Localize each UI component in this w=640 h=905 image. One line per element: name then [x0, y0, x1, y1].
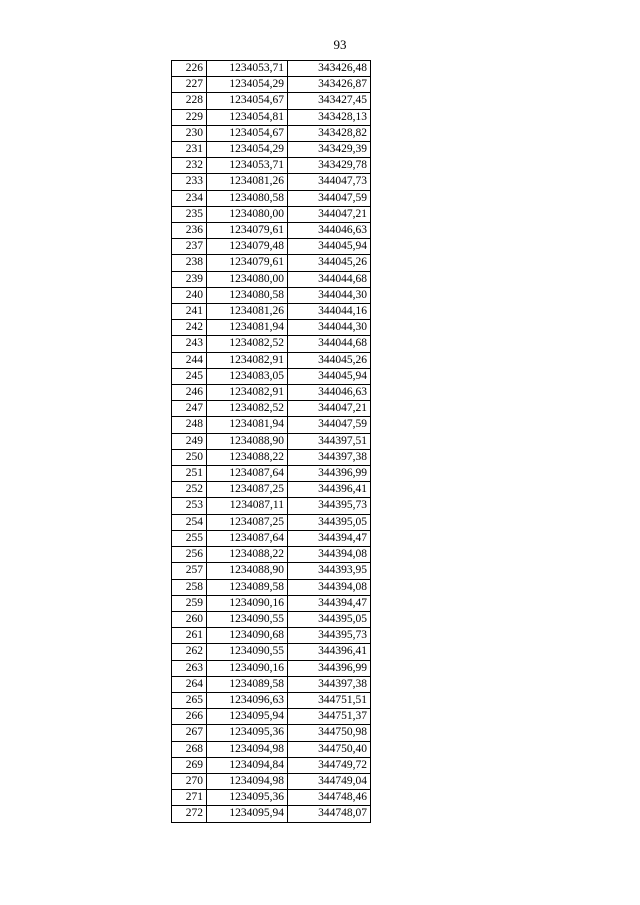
point-number-cell: 243: [172, 336, 207, 352]
y-coordinate-cell: 344045,94: [288, 239, 371, 255]
table-row: [172, 725, 371, 741]
point-number-cell: 226: [172, 61, 207, 77]
y-coordinate-cell: 344397,38: [288, 676, 371, 692]
point-number-cell: 262: [172, 644, 207, 660]
y-coordinate-cell: 343428,13: [288, 109, 371, 125]
x-coordinate-cell: 1234054,81: [207, 109, 288, 125]
y-coordinate-cell: 344047,21: [288, 401, 371, 417]
point-number-cell: 249: [172, 433, 207, 449]
y-coordinate-cell: 344394,47: [288, 530, 371, 546]
x-coordinate-cell: 1234082,52: [207, 401, 288, 417]
x-coordinate-cell: 1234089,58: [207, 676, 288, 692]
y-coordinate-cell: 344396,99: [288, 660, 371, 676]
x-coordinate-cell: 1234054,67: [207, 125, 288, 141]
y-coordinate-cell: 344394,08: [288, 579, 371, 595]
x-coordinate-cell: 1234079,61: [207, 223, 288, 239]
table-row: [172, 773, 371, 789]
point-number-cell: 251: [172, 466, 207, 482]
x-coordinate-cell: 1234090,55: [207, 644, 288, 660]
table-row: [172, 757, 371, 773]
point-number-cell: 267: [172, 725, 207, 741]
table-row: [172, 611, 371, 627]
x-coordinate-cell: 1234054,29: [207, 142, 288, 158]
point-number-cell: 246: [172, 385, 207, 401]
table-row: [172, 109, 371, 125]
point-number-cell: 261: [172, 628, 207, 644]
y-coordinate-cell: 344749,04: [288, 773, 371, 789]
x-coordinate-cell: 1234054,29: [207, 77, 288, 93]
point-number-cell: 239: [172, 271, 207, 287]
x-coordinate-cell: 1234053,71: [207, 61, 288, 77]
table-row: [172, 466, 371, 482]
point-number-cell: 228: [172, 93, 207, 109]
point-number-cell: 247: [172, 401, 207, 417]
y-coordinate-cell: 344046,63: [288, 385, 371, 401]
point-number-cell: 270: [172, 773, 207, 789]
point-number-cell: 268: [172, 741, 207, 757]
point-number-cell: 234: [172, 190, 207, 206]
table-row: [172, 93, 371, 109]
x-coordinate-cell: 1234088,22: [207, 449, 288, 465]
x-coordinate-cell: 1234087,64: [207, 530, 288, 546]
y-coordinate-cell: 343428,82: [288, 125, 371, 141]
table-row: [172, 142, 371, 158]
x-coordinate-cell: 1234095,36: [207, 725, 288, 741]
point-number-cell: 271: [172, 790, 207, 806]
table-row: [172, 514, 371, 530]
x-coordinate-cell: 1234081,94: [207, 417, 288, 433]
point-number-cell: 253: [172, 498, 207, 514]
x-coordinate-cell: 1234082,91: [207, 352, 288, 368]
x-coordinate-cell: 1234088,90: [207, 433, 288, 449]
y-coordinate-cell: 344044,68: [288, 271, 371, 287]
y-coordinate-cell: 344750,98: [288, 725, 371, 741]
x-coordinate-cell: 1234094,84: [207, 757, 288, 773]
point-number-cell: 265: [172, 692, 207, 708]
point-number-cell: 264: [172, 676, 207, 692]
y-coordinate-cell: 343427,45: [288, 93, 371, 109]
table-row: [172, 271, 371, 287]
x-coordinate-cell: 1234079,61: [207, 255, 288, 271]
table-row: [172, 579, 371, 595]
table-row: [172, 644, 371, 660]
point-number-cell: 263: [172, 660, 207, 676]
y-coordinate-cell: 344394,47: [288, 595, 371, 611]
table-row: [172, 563, 371, 579]
y-coordinate-cell: 344395,73: [288, 498, 371, 514]
point-number-cell: 272: [172, 806, 207, 822]
x-coordinate-cell: 1234054,67: [207, 93, 288, 109]
y-coordinate-cell: 344046,63: [288, 223, 371, 239]
y-coordinate-cell: 344396,41: [288, 644, 371, 660]
x-coordinate-cell: 1234088,22: [207, 547, 288, 563]
table-row: [172, 385, 371, 401]
coordinates-table-body: [172, 61, 371, 823]
x-coordinate-cell: 1234087,25: [207, 482, 288, 498]
table-row: [172, 223, 371, 239]
x-coordinate-cell: 1234080,58: [207, 287, 288, 303]
table-row: [172, 239, 371, 255]
x-coordinate-cell: 1234080,58: [207, 190, 288, 206]
y-coordinate-cell: 344748,46: [288, 790, 371, 806]
y-coordinate-cell: 344045,94: [288, 368, 371, 384]
point-number-cell: 230: [172, 125, 207, 141]
y-coordinate-cell: 344396,99: [288, 466, 371, 482]
table-row: [172, 676, 371, 692]
y-coordinate-cell: 344047,59: [288, 417, 371, 433]
point-number-cell: 237: [172, 239, 207, 255]
y-coordinate-cell: 344045,26: [288, 352, 371, 368]
table-row: [172, 401, 371, 417]
page-number: 93: [333, 37, 347, 52]
x-coordinate-cell: 1234090,16: [207, 595, 288, 611]
table-row: [172, 336, 371, 352]
x-coordinate-cell: 1234089,58: [207, 579, 288, 595]
x-coordinate-cell: 1234081,26: [207, 304, 288, 320]
table-row: [172, 77, 371, 93]
x-coordinate-cell: 1234080,00: [207, 206, 288, 222]
x-coordinate-cell: 1234081,26: [207, 174, 288, 190]
x-coordinate-cell: 1234053,71: [207, 158, 288, 174]
x-coordinate-cell: 1234083,05: [207, 368, 288, 384]
y-coordinate-cell: 344393,95: [288, 563, 371, 579]
table-row: [172, 320, 371, 336]
point-number-cell: 260: [172, 611, 207, 627]
y-coordinate-cell: 344044,30: [288, 320, 371, 336]
table-row: [172, 206, 371, 222]
point-number-cell: 250: [172, 449, 207, 465]
point-number-cell: 229: [172, 109, 207, 125]
y-coordinate-cell: 343429,78: [288, 158, 371, 174]
y-coordinate-cell: 344750,40: [288, 741, 371, 757]
table-row: [172, 449, 371, 465]
table-row: [172, 158, 371, 174]
coordinates-table: [171, 60, 371, 823]
y-coordinate-cell: 344394,08: [288, 547, 371, 563]
point-number-cell: 231: [172, 142, 207, 158]
point-number-cell: 257: [172, 563, 207, 579]
table-row: [172, 692, 371, 708]
table-row: [172, 352, 371, 368]
x-coordinate-cell: 1234088,90: [207, 563, 288, 579]
x-coordinate-cell: 1234094,98: [207, 773, 288, 789]
y-coordinate-cell: 344396,41: [288, 482, 371, 498]
y-coordinate-cell: 343426,48: [288, 61, 371, 77]
point-number-cell: 240: [172, 287, 207, 303]
point-number-cell: 245: [172, 368, 207, 384]
x-coordinate-cell: 1234090,55: [207, 611, 288, 627]
table-row: [172, 125, 371, 141]
x-coordinate-cell: 1234096,63: [207, 692, 288, 708]
table-row: [172, 417, 371, 433]
point-number-cell: 233: [172, 174, 207, 190]
table-row: [172, 304, 371, 320]
x-coordinate-cell: 1234095,94: [207, 709, 288, 725]
y-coordinate-cell: 344044,30: [288, 287, 371, 303]
point-number-cell: 269: [172, 757, 207, 773]
table-row: [172, 530, 371, 546]
x-coordinate-cell: 1234095,36: [207, 790, 288, 806]
y-coordinate-cell: 344751,51: [288, 692, 371, 708]
point-number-cell: 259: [172, 595, 207, 611]
y-coordinate-cell: 343429,39: [288, 142, 371, 158]
y-coordinate-cell: 344397,38: [288, 449, 371, 465]
point-number-cell: 248: [172, 417, 207, 433]
x-coordinate-cell: 1234087,25: [207, 514, 288, 530]
table-row: [172, 709, 371, 725]
point-number-cell: 235: [172, 206, 207, 222]
point-number-cell: 227: [172, 77, 207, 93]
table-row: [172, 255, 371, 271]
table-row: [172, 790, 371, 806]
table-row: [172, 741, 371, 757]
point-number-cell: 232: [172, 158, 207, 174]
point-number-cell: 242: [172, 320, 207, 336]
x-coordinate-cell: 1234095,94: [207, 806, 288, 822]
table-row: [172, 174, 371, 190]
point-number-cell: 252: [172, 482, 207, 498]
y-coordinate-cell: 344397,51: [288, 433, 371, 449]
y-coordinate-cell: 344395,05: [288, 514, 371, 530]
x-coordinate-cell: 1234082,52: [207, 336, 288, 352]
y-coordinate-cell: 344395,73: [288, 628, 371, 644]
point-number-cell: 241: [172, 304, 207, 320]
x-coordinate-cell: 1234090,16: [207, 660, 288, 676]
point-number-cell: 255: [172, 530, 207, 546]
table-row: [172, 595, 371, 611]
table-row: [172, 368, 371, 384]
y-coordinate-cell: 344044,16: [288, 304, 371, 320]
y-coordinate-cell: 344045,26: [288, 255, 371, 271]
y-coordinate-cell: 344047,73: [288, 174, 371, 190]
table-row: [172, 61, 371, 77]
y-coordinate-cell: 344395,05: [288, 611, 371, 627]
x-coordinate-cell: 1234094,98: [207, 741, 288, 757]
y-coordinate-cell: 344047,59: [288, 190, 371, 206]
x-coordinate-cell: 1234087,11: [207, 498, 288, 514]
point-number-cell: 266: [172, 709, 207, 725]
table-row: [172, 433, 371, 449]
y-coordinate-cell: 344748,07: [288, 806, 371, 822]
table-row: [172, 190, 371, 206]
y-coordinate-cell: 344749,72: [288, 757, 371, 773]
x-coordinate-cell: 1234080,00: [207, 271, 288, 287]
y-coordinate-cell: 343426,87: [288, 77, 371, 93]
y-coordinate-cell: 344751,37: [288, 709, 371, 725]
x-coordinate-cell: 1234082,91: [207, 385, 288, 401]
table-row: [172, 482, 371, 498]
point-number-cell: 236: [172, 223, 207, 239]
table-row: [172, 547, 371, 563]
y-coordinate-cell: 344044,68: [288, 336, 371, 352]
point-number-cell: 254: [172, 514, 207, 530]
y-coordinate-cell: 344047,21: [288, 206, 371, 222]
table-row: [172, 498, 371, 514]
point-number-cell: 258: [172, 579, 207, 595]
table-row: [172, 287, 371, 303]
x-coordinate-cell: 1234079,48: [207, 239, 288, 255]
point-number-cell: 244: [172, 352, 207, 368]
x-coordinate-cell: 1234090,68: [207, 628, 288, 644]
table-row: [172, 806, 371, 822]
point-number-cell: 256: [172, 547, 207, 563]
point-number-cell: 238: [172, 255, 207, 271]
x-coordinate-cell: 1234081,94: [207, 320, 288, 336]
table-row: [172, 660, 371, 676]
x-coordinate-cell: 1234087,64: [207, 466, 288, 482]
table-row: [172, 628, 371, 644]
